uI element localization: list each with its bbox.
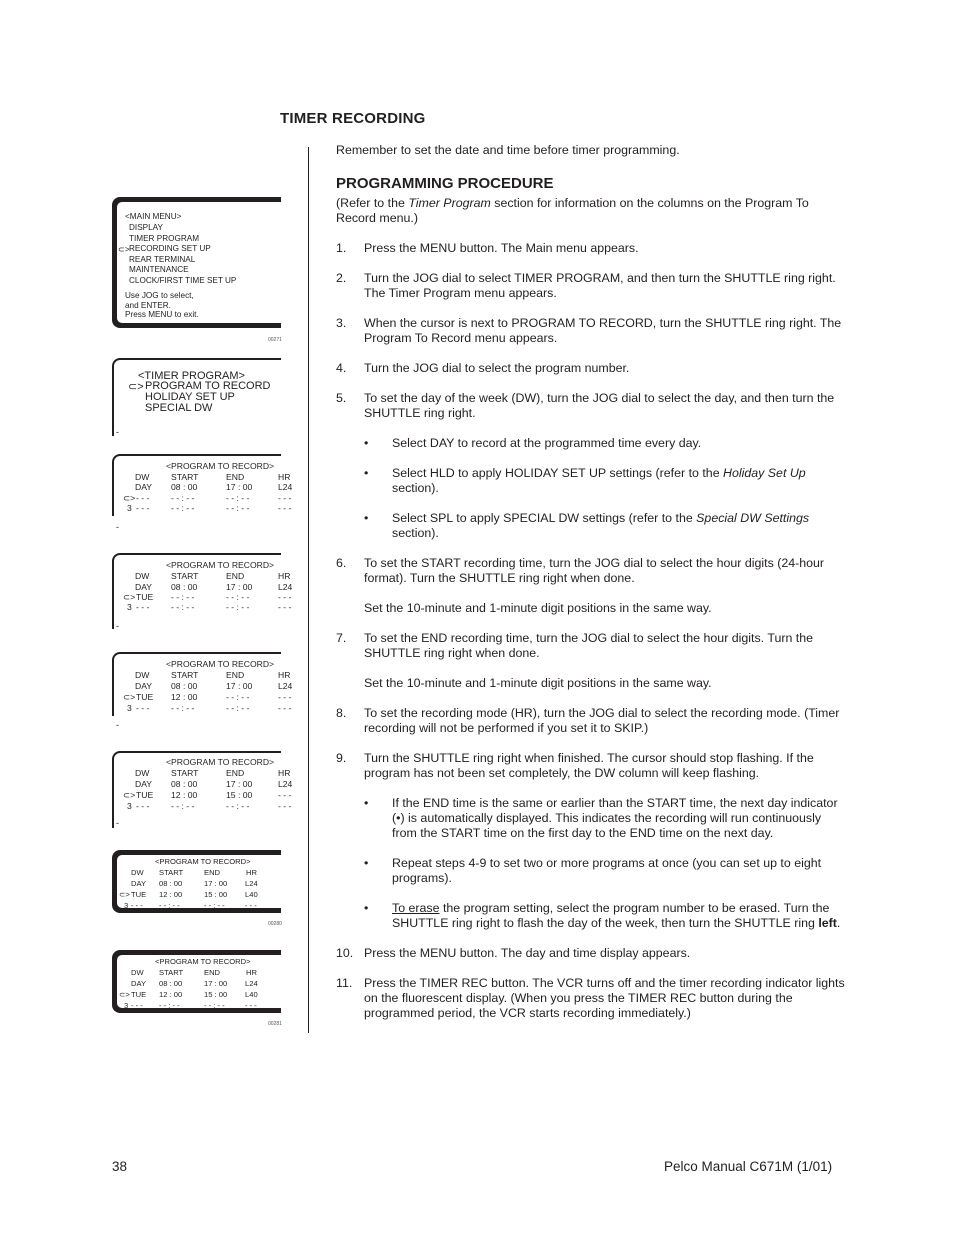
step-text: Set the 10-minute and 1-minute digit positions in the same way. <box>364 601 712 615</box>
cell: - - - <box>136 801 150 811</box>
step-number: 2. <box>336 271 347 285</box>
separator-mark: - <box>116 522 119 532</box>
text: Select SPL to apply SPECIAL DW settings (refer to the <box>392 511 697 525</box>
help-text: and ENTER. <box>125 301 171 310</box>
main-menu-screen <box>112 197 281 328</box>
bullet-hld <box>364 466 846 496</box>
bullet-repeat <box>364 856 846 886</box>
program-to-record-screen-1 <box>112 454 293 516</box>
menu-item: CLOCK/FIRST TIME SET UP <box>129 275 237 285</box>
step-number: 4. <box>336 361 347 375</box>
step-text: Set the 10-minute and 1-minute digit positions in the same way. <box>364 676 712 690</box>
cell: 17 : 00 <box>204 879 228 888</box>
step-9 <box>336 751 846 931</box>
cell: - - : - - <box>159 1001 180 1010</box>
menu-item: HOLIDAY SET UP <box>145 391 235 403</box>
step-number: 5. <box>336 391 347 405</box>
cell: 17 : 00 <box>226 779 253 789</box>
cell: DAY <box>131 979 147 988</box>
cell: 3 <box>127 703 132 713</box>
cell: - - : - - <box>171 592 195 602</box>
col-header-dw: DW <box>131 968 144 977</box>
cell: - - : - - <box>204 1001 225 1010</box>
col-header-end: END <box>226 670 245 680</box>
cell: 3 <box>124 901 129 910</box>
cell: - - - <box>278 790 292 800</box>
bullet-icon: • <box>364 901 369 915</box>
step-number: 11. <box>336 976 353 990</box>
step-2 <box>336 271 846 301</box>
cell: - - - <box>136 703 150 713</box>
step-11 <box>336 976 846 1021</box>
section-title: TIMER RECORDING <box>280 110 426 127</box>
step-number: 1. <box>336 241 347 255</box>
cell: 08 : 00 <box>171 582 198 592</box>
menu-item: TIMER PROGRAM <box>129 233 200 243</box>
screen-title: <PROGRAM TO RECORD> <box>166 659 275 669</box>
step-6 <box>336 556 846 616</box>
cell-flashing: TUE <box>136 592 154 602</box>
step-3 <box>336 316 846 346</box>
cell: - - - <box>136 503 150 513</box>
col-header-end: END <box>226 472 245 482</box>
program-to-record-screen-3 <box>112 652 293 716</box>
step-4 <box>336 361 846 376</box>
cell: - - : - - <box>226 503 250 513</box>
bullet-icon: • <box>364 511 369 525</box>
menu-item: MAINTENANCE <box>129 265 189 274</box>
cell: DAY <box>135 582 153 592</box>
cell-flashing: L40 <box>245 890 258 899</box>
col-header-dw: DW <box>135 472 150 482</box>
cell: - - - <box>278 592 292 602</box>
program-to-record-screen-6 <box>112 950 281 1013</box>
col-header-start: START <box>171 571 199 581</box>
step-text: To set the END recording time, turn the JOG dial to select the hour digits. Turn the SHUTTLE ring right when done. <box>364 631 814 660</box>
col-header-dw: DW <box>135 571 150 581</box>
col-header-hr: HR <box>246 868 257 877</box>
text: the program setting, select the program number to be erased. Turn the SHUTTLE ring right to flash the day of the week, then turn the SHUTTLE ring <box>392 901 830 930</box>
figure-code: 00281 <box>268 1021 282 1027</box>
col-header-start: START <box>171 472 199 482</box>
step-number: 9. <box>336 751 347 765</box>
manual-reference: Pelco Manual C671M (1/01) <box>664 1159 833 1174</box>
cell: L24 <box>278 681 293 691</box>
step-number: 8. <box>336 706 347 720</box>
cell: - - - <box>278 503 292 513</box>
cursor-icon: ⊂> <box>123 493 136 503</box>
step-text: Press the MENU button. The Main menu appears. <box>364 241 639 255</box>
bullet-text <box>392 901 846 931</box>
cell: 17 : 00 <box>226 582 253 592</box>
col-header-hr: HR <box>278 472 291 482</box>
cell: 3 <box>127 503 132 513</box>
cell: 17 : 00 <box>226 681 253 691</box>
help-text: Use JOG to select, <box>125 291 194 300</box>
separator-mark: - <box>116 621 119 631</box>
refer-text: (Refer to the <box>336 196 409 210</box>
cell: - - - <box>136 493 150 503</box>
cell: - - - <box>136 602 150 612</box>
step-number: 6. <box>336 556 347 570</box>
figure-code: 00271 <box>268 337 282 343</box>
cell: DAY <box>131 879 147 888</box>
cell: - - : - - <box>171 493 195 503</box>
cell: L24 <box>245 879 258 888</box>
screen-title: <PROGRAM TO RECORD> <box>166 560 275 570</box>
col-header-end: END <box>226 571 245 581</box>
bullet-icon: • <box>364 436 369 450</box>
bullet-icon: • <box>364 856 369 870</box>
page-number: 38 <box>112 1159 128 1174</box>
cell: DAY <box>135 482 153 492</box>
screen-title: <PROGRAM TO RECORD> <box>155 857 251 866</box>
cell: - - : - - <box>171 602 195 612</box>
cell: L40 <box>245 990 258 999</box>
screen-title: <PROGRAM TO RECORD> <box>166 461 275 471</box>
bullet-day <box>364 436 846 451</box>
screen-title: <PROGRAM TO RECORD> <box>166 757 275 767</box>
cell: - - : - - <box>171 801 195 811</box>
bullet-icon: • <box>364 796 369 810</box>
text: section). <box>392 481 439 495</box>
step-number: 7. <box>336 631 347 645</box>
separator-mark: - <box>116 427 119 437</box>
ref-text: Special DW Settings <box>696 511 810 525</box>
bullet-icon: • <box>364 466 369 480</box>
cell: - - : - - <box>159 901 180 910</box>
text: Select HLD to apply HOLIDAY SET UP settings (refer to the <box>392 466 724 480</box>
bold-text: left <box>818 916 837 930</box>
program-to-record-screen-2 <box>112 553 293 629</box>
refer-note <box>336 196 846 226</box>
cursor-icon: ⊂> <box>119 990 130 999</box>
ref-text: Holiday Set Up <box>723 466 806 480</box>
screen-title: <PROGRAM TO RECORD> <box>155 957 251 966</box>
cell: TUE <box>136 790 154 800</box>
cell: DAY <box>135 681 153 691</box>
step-8 <box>336 706 846 736</box>
cell: - - : - - <box>171 503 195 513</box>
cursor-icon: ⊂> <box>123 790 136 800</box>
col-header-start: START <box>159 968 184 977</box>
cell-flashing: 12 : 00 <box>171 692 198 702</box>
menu-item: RECORDING SET UP <box>129 244 211 253</box>
column-divider <box>308 147 309 1033</box>
col-header-hr: HR <box>278 670 291 680</box>
cell: - - - <box>131 1001 143 1010</box>
cell: - - - <box>245 901 257 910</box>
menu-item: DISPLAY <box>129 223 163 232</box>
cell: 12 : 00 <box>159 890 183 899</box>
cell: - - - <box>278 493 292 503</box>
cell: 3 <box>127 801 132 811</box>
cell: - - - <box>245 1001 257 1010</box>
cell: - - - <box>278 602 292 612</box>
cell: - - : - - <box>226 592 250 602</box>
step-text: When the cursor is next to PROGRAM TO RECORD, turn the SHUTTLE ring right. The Program To Record menu appears. <box>364 316 842 345</box>
step-text: To set the recording mode (HR), turn the JOG dial to select the recording mode. (Timer recording will not be performed if you set it to SKIP.) <box>364 706 840 735</box>
col-header-start: START <box>171 768 199 778</box>
cell: - - - <box>278 692 292 702</box>
cell: TUE <box>131 990 147 999</box>
cell: 17 : 00 <box>226 482 253 492</box>
cell: - - - <box>278 703 292 713</box>
cell: L24 <box>278 779 293 789</box>
cell: 08 : 00 <box>171 482 198 492</box>
separator-mark: - <box>116 720 119 730</box>
step-7 <box>336 631 846 691</box>
cell: 08 : 00 <box>159 879 183 888</box>
intro-note: Remember to set the date and time before timer programming. <box>336 143 680 157</box>
cell: - - - <box>131 901 143 910</box>
refer-link-text: Timer Program <box>408 196 491 210</box>
cell: L24 <box>278 582 293 592</box>
cursor-icon: ⊂> <box>118 245 130 254</box>
cell: - - : - - <box>226 692 250 702</box>
col-header-start: START <box>171 670 199 680</box>
col-header-hr: HR <box>278 571 291 581</box>
bullet-next-day <box>364 796 846 841</box>
col-header-hr: HR <box>278 768 291 778</box>
bullet-text: Select DAY to record at the programmed time every day. <box>392 436 702 450</box>
bullet-spl <box>364 511 846 541</box>
bullet-text <box>392 466 846 496</box>
col-header-end: END <box>226 768 245 778</box>
cell-flashing: 15 : 00 <box>226 790 253 800</box>
bullet-text: Repeat steps 4-9 to set two or more programs at once (you can set up to eight programs). <box>392 856 822 885</box>
col-header-start: START <box>159 868 184 877</box>
cell: 17 : 00 <box>204 979 228 988</box>
step-text: To set the day of the week (DW), turn the JOG dial to select the day, and then turn the SHUTTLE ring right. <box>364 391 835 420</box>
cursor-icon: ⊂> <box>128 381 144 393</box>
text: . <box>836 916 841 930</box>
step-text: Turn the SHUTTLE ring right when finished. The cursor should stop flashing. If the program has not been set completely, the DW column will keep flashing. <box>364 751 814 780</box>
cell: - - : - - <box>204 901 225 910</box>
screen-title: <TIMER PROGRAM> <box>138 370 245 382</box>
cell: TUE <box>136 692 154 702</box>
menu-item: SPECIAL DW <box>145 402 213 414</box>
cell: - - : - - <box>226 602 250 612</box>
text: section). <box>392 526 439 540</box>
col-header-end: END <box>204 868 221 877</box>
step-number: 10. <box>336 946 354 960</box>
bullet-erase <box>364 901 846 931</box>
menu-item: PROGRAM TO RECORD <box>145 380 271 392</box>
cell: 12 : 00 <box>159 990 183 999</box>
cursor-icon: ⊂> <box>119 890 130 899</box>
step-5 <box>336 391 846 541</box>
figure-code: 00280 <box>268 921 282 927</box>
cell: - - : - - <box>226 493 250 503</box>
main-text-column <box>336 143 846 1021</box>
screen-title: <MAIN MENU> <box>125 212 182 221</box>
cell: 15 : 00 <box>204 890 228 899</box>
cell: L24 <box>278 482 293 492</box>
col-header-hr: HR <box>246 968 257 977</box>
help-text: Press MENU to exit. <box>125 310 199 319</box>
subheading: PROGRAMMING PROCEDURE <box>336 175 554 192</box>
col-header-dw: DW <box>135 768 150 778</box>
cursor-icon: ⊂> <box>123 692 136 702</box>
cell: - - : - - <box>226 801 250 811</box>
cell: 3 <box>124 1001 129 1010</box>
col-header-dw: DW <box>131 868 144 877</box>
cell: 08 : 00 <box>171 681 198 691</box>
cell: 12 : 00 <box>171 790 198 800</box>
program-to-record-screen-5 <box>112 850 281 913</box>
program-to-record-screen-4 <box>112 751 293 828</box>
step-1 <box>336 241 846 256</box>
step-text: To set the START recording time, turn the JOG dial to select the hour digits (24-hour format). Turn the SHUTTLE ring right when done. <box>364 556 825 585</box>
cell: 15 : 00 <box>204 990 228 999</box>
separator-mark: - <box>116 818 119 828</box>
cell: - - : - - <box>171 703 195 713</box>
cell: 08 : 00 <box>171 779 198 789</box>
cell: DAY <box>135 779 153 789</box>
bullet-text <box>392 511 846 541</box>
col-header-dw: DW <box>135 670 150 680</box>
step-text: Press the MENU button. The day and time display appears. <box>364 946 691 960</box>
step-number: 3. <box>336 316 347 330</box>
cell: - - - <box>278 801 292 811</box>
timer-program-screen <box>112 358 281 436</box>
bullet-text: If the END time is the same or earlier than the START time, the next day indicator (•) is automatically displayed. This indicates the recording will run continuously from the START time on the first day to the END time on the next day. <box>392 796 838 840</box>
cell: 08 : 00 <box>159 979 183 988</box>
step-text: Turn the JOG dial to select the program number. <box>364 361 630 375</box>
cell: - - : - - <box>226 703 250 713</box>
cursor-icon: ⊂> <box>123 592 136 602</box>
cell: L24 <box>245 979 258 988</box>
cell: TUE <box>131 890 147 899</box>
refer-text: section for information on the columns on the Program To Record menu.) <box>336 196 809 225</box>
step-text: Turn the JOG dial to select TIMER PROGRAM, and then turn the SHUTTLE ring right. The Timer Program menu appears. <box>364 271 836 300</box>
step-10 <box>336 946 846 961</box>
col-header-end: END <box>204 968 221 977</box>
cell: 3 <box>127 602 132 612</box>
underlined-text: To erase <box>392 901 440 915</box>
step-text: Press the TIMER REC button. The VCR turns off and the timer recording indicator lights on the fluorescent display. (When you press the TIMER REC button during the programmed period, the VCR starts recording immediately.) <box>364 976 845 1020</box>
menu-item: REAR TERMINAL <box>129 254 196 264</box>
